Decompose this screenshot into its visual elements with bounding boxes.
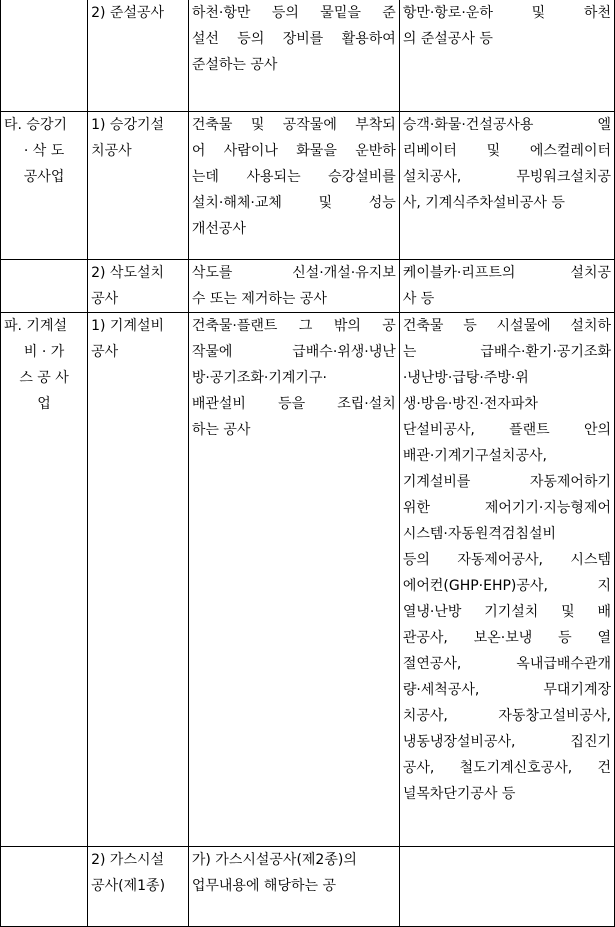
cell-line: 방·공기조화·기계기구· bbox=[191, 370, 327, 386]
cell-line: 케이블카·리프트의 설치공 bbox=[402, 265, 611, 281]
cell-line: 열냉·난방 기기설치 및 배 bbox=[402, 604, 611, 620]
cell-sub bbox=[88, 0, 189, 112]
cell-desc bbox=[188, 0, 399, 112]
cell-line: 절연공사, 옥내급배수관개 bbox=[402, 656, 611, 672]
cell-line: 널목차단기공사 등 bbox=[402, 786, 516, 802]
cell-line: 배관·기계기구설치공사, bbox=[402, 448, 547, 464]
cell-cat bbox=[1, 112, 88, 260]
cell-line: 냉동냉장설비공사, 집진기 bbox=[402, 734, 611, 750]
cell-line: 타. 승강기 bbox=[4, 117, 67, 133]
cell-desc bbox=[188, 313, 399, 847]
cell-line: 기계설비를 자동제어하기 bbox=[402, 474, 611, 490]
cell-ex bbox=[399, 847, 614, 927]
cell-line: 위한 제어기기·지능형제어 bbox=[402, 500, 611, 516]
cell-line: 업무내용에 해당하는 공 bbox=[191, 878, 336, 894]
cell-ex bbox=[399, 0, 614, 112]
cell-line: 치공사 bbox=[91, 143, 132, 159]
cell-line: 1) 기계설비 bbox=[91, 318, 165, 334]
cell-line: 스 공 사 bbox=[19, 370, 69, 386]
cell-line: 생·방음·방진·전자파차 bbox=[402, 396, 538, 412]
cell-line: 2) 준설공사 bbox=[91, 5, 165, 21]
cell-line: ·냉난방·급탕·주방·위 bbox=[402, 370, 529, 386]
cell-line: 공사(제1종) bbox=[91, 878, 166, 894]
cell-line: 작물에 급배수·위생·냉난 bbox=[191, 344, 396, 360]
cell-line: 건축물 등 시설물에 설치하 bbox=[402, 318, 611, 334]
cell-line: 관공사, 보온·보냉 등 열 bbox=[402, 630, 611, 646]
cell-line: 건축물·플랜트 그 밖의 공 bbox=[191, 318, 396, 334]
cell-line: 치공사, 자동창고설비공사, bbox=[402, 708, 611, 724]
cell-line: 배관설비 등을 조립·설치 bbox=[191, 396, 396, 412]
cell-line: 가) 가스시설공사(제2종)의 bbox=[191, 852, 357, 868]
cell-cat bbox=[1, 260, 88, 313]
table-row bbox=[1, 112, 615, 260]
cell-line: 개선공사 bbox=[191, 221, 246, 237]
cell-cat bbox=[1, 313, 88, 847]
cell-line: 항만·항로·운하 및 하천 bbox=[402, 5, 611, 21]
table-row bbox=[1, 313, 615, 847]
cell-line: 하는 공사 bbox=[191, 422, 251, 438]
cell-line: 설선 등의 장비를 활용하여 bbox=[191, 31, 396, 47]
cell-line: 사 등 bbox=[402, 291, 435, 307]
cell-sub bbox=[88, 313, 189, 847]
cell-line: 공사 bbox=[91, 344, 119, 360]
cell-ex bbox=[399, 260, 614, 313]
cell-line: 2) 가스시설 bbox=[91, 852, 165, 868]
cell-cat bbox=[1, 0, 88, 112]
cell-line: · 삭 도 bbox=[23, 143, 65, 159]
cell-line: 리베이터 및 에스컬레이터 bbox=[402, 143, 611, 159]
cell-line: 수 또는 제거하는 공사 bbox=[191, 291, 327, 307]
cell-line: 어 사람이나 화물을 운반하 bbox=[191, 143, 396, 159]
cell-line: 설치공사, 무빙워크설치공 bbox=[402, 169, 611, 185]
table-body bbox=[1, 0, 615, 927]
table-row bbox=[1, 847, 615, 927]
cell-desc bbox=[188, 112, 399, 260]
cell-line: 1) 승강기설 bbox=[91, 117, 165, 133]
cell-line: 2) 삭도설치 bbox=[91, 265, 165, 281]
cell-line: 등의 자동제어공사, 시스템 bbox=[402, 552, 611, 568]
table-row bbox=[1, 260, 615, 313]
cell-cat bbox=[1, 847, 88, 927]
table-row bbox=[1, 0, 615, 112]
cell-line: 삭도를 신설·개설·유지보 bbox=[191, 265, 396, 281]
cell-line: 공사업 bbox=[23, 169, 65, 185]
cell-line: 건축물 및 공작물에 부착되 bbox=[191, 117, 396, 133]
cell-line: 공사 bbox=[91, 291, 119, 307]
cell-line: 파. 기계설 bbox=[4, 318, 67, 334]
cell-line: 설치·해체·교체 및 성능 bbox=[191, 195, 396, 211]
cell-ex bbox=[399, 112, 614, 260]
cell-line: 에어컨(GHP·EHP)공사, 지 bbox=[402, 578, 611, 594]
cell-line: 승객·화물·건설공사용 엘 bbox=[402, 117, 611, 133]
cell-desc bbox=[188, 847, 399, 927]
cell-line: 량·세척공사, 무대기계장 bbox=[402, 682, 611, 698]
cell-desc bbox=[188, 260, 399, 313]
cell-sub bbox=[88, 847, 189, 927]
cell-line: 하천·항만 등의 물밑을 준 bbox=[191, 5, 396, 21]
cell-line: 는 급배수·환기·공기조화 bbox=[402, 344, 611, 360]
cell-sub bbox=[88, 260, 189, 313]
cell-line: 단설비공사, 플랜트 안의 bbox=[402, 422, 611, 438]
cell-line: 의 준설공사 등 bbox=[402, 31, 493, 47]
cell-sub bbox=[88, 112, 189, 260]
cell-line: 사, 기계식주차설비공사 등 bbox=[402, 195, 565, 211]
cell-line: 비 · 가 bbox=[23, 344, 65, 360]
cell-line: 업 bbox=[37, 396, 51, 412]
cell-line: 준설하는 공사 bbox=[191, 57, 278, 73]
cell-line: 공사, 철도기계신호공사, 건 bbox=[402, 760, 611, 776]
cell-ex bbox=[399, 313, 614, 847]
cell-line: 시스템·자동원격검침설비 bbox=[402, 526, 557, 542]
cell-line: 는데 사용되는 승강설비를 bbox=[191, 169, 396, 185]
